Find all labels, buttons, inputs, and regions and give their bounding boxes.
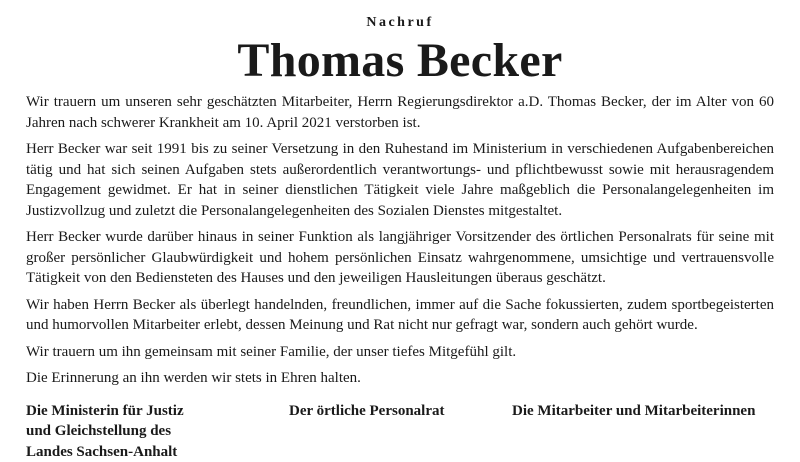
- signature-ministry: Die Ministerin für Justiz und Gleichstellung des Landes Sachsen-Anhalt: [26, 401, 266, 462]
- paragraph-staff-council: Herr Becker wurde darüber hinaus in seiner Funktion als langjähriger Vorsitzender des örtlichen Personalrats für seine mit großer persönlicher Glaubwürdigkeit und hohem persönlichen Einsatz wahrgenommene, umsichtige und vertrauensvolle Tätigkeit von den Bediensteten des Hauses und den jeweiligen Hausleitungen überaus geschätzt.: [26, 227, 774, 289]
- signature-employees: Die Mitarbeiter und Mitarbeiterinnen: [512, 401, 774, 462]
- paragraph-condolence: Wir trauern um ihn gemeinsam mit seiner Familie, der unser tiefes Mitgefühl gilt.: [26, 342, 774, 363]
- paragraph-announcement: Wir trauern um unseren sehr geschätzten Mitarbeiter, Herrn Regierungsdirektor a.D. Thomas Becker, der im Alter von 60 Jahren nach schwerer Krankheit am 10. April 2021 verstorben ist.: [26, 92, 774, 133]
- signature-staff-council: Der örtliche Personalrat: [289, 401, 489, 462]
- signature-block: [26, 401, 774, 462]
- paragraph-character: Wir haben Herrn Becker als überlegt handelnden, freundlichen, immer auf die Sache fokussierten, zudem sportbegeisterten und humorvollen Mitarbeiter erlebt, dessen Meinung und Rat nicht nur gefragt war, sondern auch gehört wurde.: [26, 295, 774, 336]
- deceased-name: Thomas Becker: [26, 34, 774, 88]
- paragraph-remembrance: Die Erinnerung an ihn werden wir stets in Ehren halten.: [26, 368, 774, 389]
- paragraph-career: Herr Becker war seit 1991 bis zu seiner Versetzung in den Ruhestand im Ministerium in verschiedenen Aufgabenbereichen tätig und hat sich seinen Aufgaben stets außerordentlich verantwortungs- und pflichtbewusst sowie mit herausragendem Engagement gewidmet. Er hat in seiner dienstlichen Tätigkeit viele Jahre maßgeblich die Personalangelegenheiten im Justizvollzug und zuletzt die Personalangelegenheiten des Sozialen Dienstes mitgestaltet.: [26, 139, 774, 221]
- notice-kicker: Nachruf: [26, 14, 774, 32]
